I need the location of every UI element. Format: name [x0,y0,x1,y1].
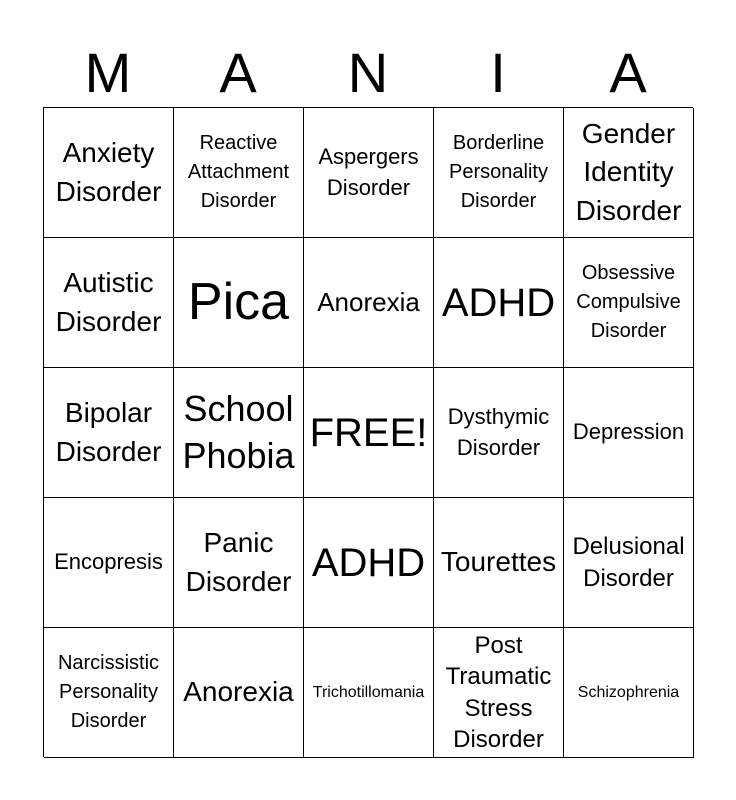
bingo-header [43,40,693,106]
cell-label: Dysthymic Disorder [447,403,550,460]
bingo-cell[interactable] [434,368,564,498]
header-letter-a2: A [609,41,647,104]
cell-label: Anorexia [183,676,294,708]
cell-label: Anxiety Disorder [55,137,162,207]
cell-label: Reactive Attachment Disorder [187,132,290,212]
bingo-cell[interactable] [174,498,304,628]
cell-label: Post Traumatic Stress Disorder [445,632,552,753]
bingo-cell[interactable] [434,628,564,758]
cell-label: Aspergers Disorder [318,143,419,200]
bingo-cell[interactable] [564,108,694,238]
header-letter-i: I [490,41,506,104]
cell-label: Autistic Disorder [55,267,162,337]
free-space-label: FREE! [309,410,428,455]
bingo-cell[interactable] [174,108,304,238]
cell-label: Anorexia [317,286,420,317]
cell-label: Pica [187,273,290,332]
cell-label: Encopresis [54,549,163,575]
cell-label: Borderline Personality Disorder [449,132,548,212]
bingo-cell[interactable] [564,498,694,628]
bingo-cell[interactable] [304,498,434,628]
bingo-cell free-space[interactable] [304,368,434,498]
cell-label: Depression [572,419,685,445]
bingo-cell[interactable] [304,238,434,368]
cell-label: Trichotillomania [312,683,425,701]
bingo-cell[interactable] [564,628,694,758]
bingo-board [43,107,693,757]
header-letter-n: N [347,41,389,104]
cell-label: ADHD [311,540,426,585]
bingo-cell[interactable] [174,238,304,368]
bingo-cell[interactable] [304,628,434,758]
bingo-cell[interactable] [304,108,434,238]
cell-label: ADHD [441,280,556,325]
cell-label: Schizophrenia [577,683,680,701]
bingo-cell[interactable] [44,368,174,498]
bingo-cell[interactable] [44,108,174,238]
bingo-cell[interactable] [44,498,174,628]
bingo-cell[interactable] [174,628,304,758]
cell-label: Gender Identity Disorder [575,117,682,226]
cell-label: Narcissistic Personality Disorder [57,652,160,732]
bingo-cell[interactable] [564,368,694,498]
cell-label: Tourettes [440,546,557,578]
cell-label: Delusional Disorder [572,533,685,592]
cell-label: School Phobia [182,387,295,476]
bingo-cell[interactable] [434,498,564,628]
bingo-cell[interactable] [434,108,564,238]
bingo-cell[interactable] [44,238,174,368]
bingo-cell[interactable] [174,368,304,498]
header-letter-m: M [84,41,132,104]
cell-label: Bipolar Disorder [55,397,162,467]
cell-label: Panic Disorder [185,527,292,597]
cell-label: Obsessive Compulsive Disorder [576,262,681,342]
bingo-cell[interactable] [564,238,694,368]
header-letter-a: A [219,41,257,104]
bingo-cell[interactable] [434,238,564,368]
bingo-cell[interactable] [44,628,174,758]
